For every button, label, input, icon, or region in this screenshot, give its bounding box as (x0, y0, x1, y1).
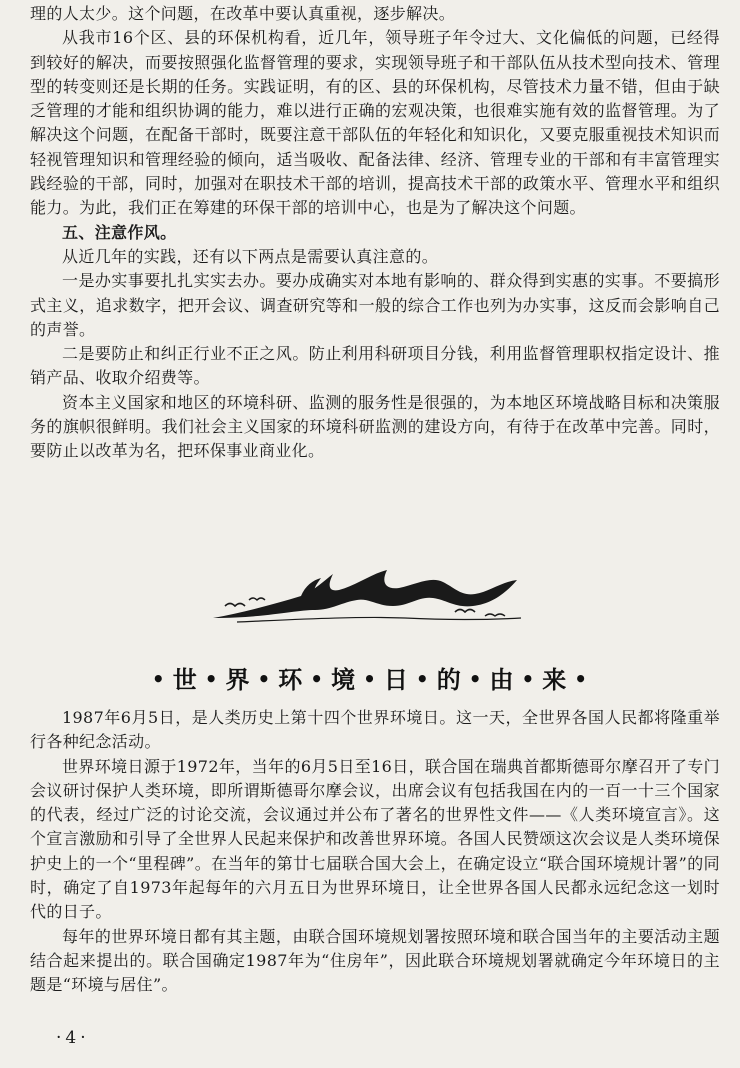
paragraph-practice-points: 从近几年的实践，还有以下两点是需要认真注意的。 (62, 246, 439, 266)
article-title: • 世 • 界 • 环 • 境 • 日 • 的 • 由 • 来 • (151, 666, 589, 694)
paragraph-cadre-structure: 从我市16个区、县的环保机构看，近几年，领导班子年令过大、文化偏低的问题，已经得到较好的解决，而要按照强化监督管理的要求，实现领导班子和干部队伍从技术型向技术、管理型的转变则还是长期的任务。实践证明，有的区、县的环保机构，尽管技术力量不错，但由于缺乏管理的才能和组织协调的能力，难以进行正确的宏观决策，也很难实施有效的监督管理。为了解决这个问题，在配备干部时，既要注意干部队伍的年轻化和知识化，又要克服重视技术知识而轻视管理知识和管理经验的倾向，适当吸收、配备法律、经济、管理专业的干部和有丰富管理实践经验的干部，同时，加强对在职技术干部的培训，提高技术干部的政策水平、管理水平和组织能力。为此，我们正在筹建的环保干部的培训中心，也是为了解决这个问题。 (30, 28, 720, 218)
flying-birds-ornament (205, 560, 525, 626)
section-heading-work-style: 五、注意作风。 (62, 222, 177, 242)
title-char: 世 (172, 666, 198, 694)
title-char: 环 (278, 666, 304, 694)
article-paragraph-intro: 1987年6月5日，是人类历史上第十四个世界环境日。这一天，全世界各国人民都将隆重举行各种纪念活动。 (30, 708, 720, 752)
title-char: 由 (489, 666, 515, 694)
previous-article-continuation (30, 2, 720, 464)
title-char: 境 (331, 666, 357, 694)
title-char: 来 (542, 666, 568, 694)
paragraph-service-orientation: 资本主义国家和地区的环境科研、监测的服务性是很强的，为本地区环境战略目标和决策服务的旗帜很鲜明。我们社会主义国家的环境科研监测的建设方向，有待于在改革中完善。同时，要防止以改革为名，把环保事业商业化。 (30, 392, 720, 461)
paragraph-continued: 理的人太少。这个问题，在改革中要认真重视，逐步解决。 (30, 4, 456, 23)
title-char: 日 (383, 666, 409, 694)
paragraph-point-two: 二是要防止和纠正行业不正之风。防止利用科研项目分钱，利用监督管理职权指定设计、推销产品、收取介绍费等。 (30, 344, 720, 388)
article-paragraph-theme: 每年的世界环境日都有其主题，由联合国环境规划署按照环境和联合国当年的主要活动主题结合起来提出的。联合国确定1987年为“住房年”，因此联合环境规划署就确定今年环境日的主题是“环境与居住”。 (30, 926, 720, 995)
paragraph-point-one: 一是办实事要扎扎实实去办。要办成确实对本地有影响的、群众得到实惠的实事。不要搞形式主义，追求数字，把开会议、调查研究等和一般的综合工作也列为办实事，这反而会影响自己的声誉。 (30, 271, 720, 339)
article-paragraph-origin: 世界环境日源于1972年，当年的6月5日至16日，联合国在瑞典首都斯德哥尔摩召开了专门会议研讨保护人类环境，即所谓斯德哥尔摩会议，出席会议有包括我国在内的一百一十三个国家的代表，经过广泛的讨论交流，会议通过并公布了著名的世界性文件——《人类环境宣言》。这个宣言激励和引导了全世界人民起来保护和改善世界环境。各国人民赞颂这次会议是人类环境保护史上的一个“里程碑”。在当年的第廿七届联合国大会上，在确定设立“联合国环境规计署”的同时，确定了自1973年起每年的六月五日为世界环境日，让全世界各国人民都永远纪念这一划时代的日子。 (30, 756, 720, 922)
article-body (30, 706, 720, 998)
title-char: 界 (225, 666, 251, 694)
page-number: ·4· (56, 1028, 90, 1048)
title-char: 的 (436, 666, 462, 694)
